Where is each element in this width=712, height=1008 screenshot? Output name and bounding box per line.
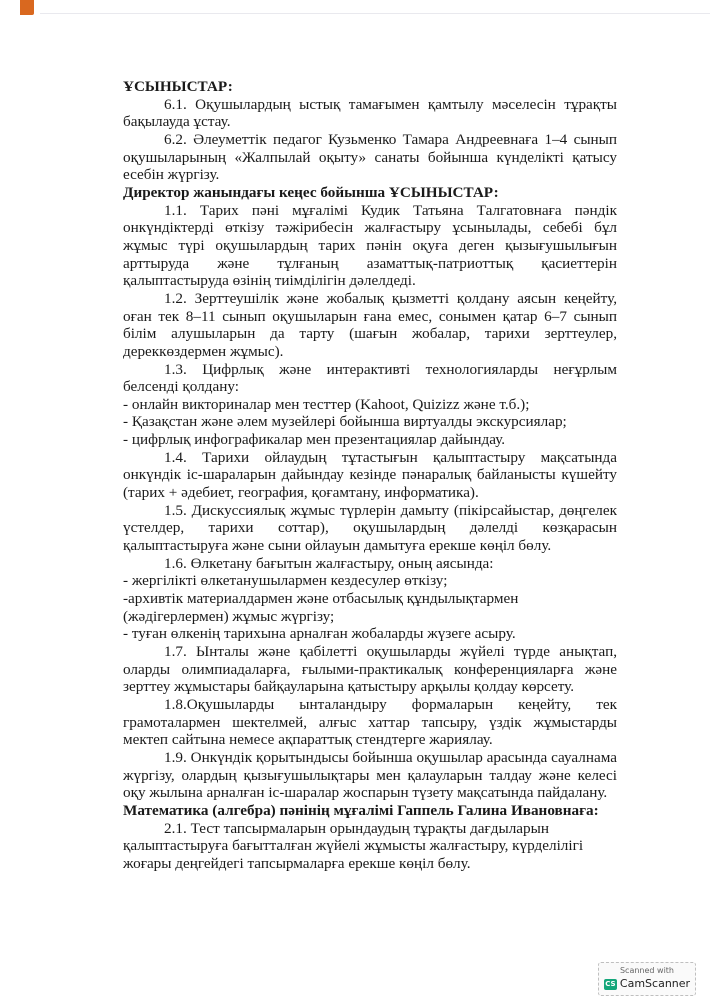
- paragraph-1-2: 1.2. Зерттеушілік және жобалық қызметті қолдану аясын кеңейту, оған тек 8–11 сынып оқушыларын ғана емес, сонымен қатар 6–7 сынып білім алушыларын да тарту (шағын жобалар, тарихи зерттеулер, дереккөздермен жұмыс).: [123, 289, 617, 360]
- list-item: - цифрлық инфографикалар мен презентациялар дайындау.: [123, 431, 506, 449]
- list-item: - туған өлкенің тарихына арналған жобаларды жүзеге асыру.: [123, 625, 516, 643]
- camscanner-watermark: [598, 962, 696, 996]
- list-item: -архивтік материалдармен және отбасылық құндылықтармен (жәдігерлермен) жұмыс жүргізу;: [123, 590, 519, 625]
- section-heading-recommendations: ҰСЫНЫСТАР:: [123, 78, 233, 95]
- paragraph-1-5: 1.5. Дискуссиялық жұмыс түрлерін дамыту (пікірсайыстар, дөңгелек үстелдер, тарихи соттар), оқушылардың дәлелді көзқарасын қалыптастыруға және сыни ойлауын дамытуға ерекше көңіл бөлу.: [123, 501, 617, 555]
- list-item: - онлайн викториналар мен тесттер (Kahoot, Quizizz және т.б.);: [123, 395, 530, 413]
- section-heading-math-teacher: Математика (алгебра) пәнінің мұғалімі Гаппель Галина Ивановнаға:: [123, 801, 599, 819]
- section-heading-director-council: Директор жанындағы кеңес бойынша ҰСЫНЫСТАР:: [123, 183, 499, 201]
- paragraph-1-9: 1.9. Онкүндік қорытындысы бойынша оқушылар арасында сауалнама жүргізу, олардың қызығушылықтары мен қалауларын талдау және келесі оқу жылына арналған іс-шаралар жоспарын түзету мақсатында пайдалану.: [123, 748, 617, 802]
- list-item: - Қазақстан және әлем музейлері бойынша виртуалды экскурсиялар;: [123, 413, 567, 431]
- paragraph-1-4: 1.4. Тарихи ойлаудың тұтастығын қалыптастыру мақсатында онкүндік іс-шараларын дайындау кезінде пәнаралық байланысты күшейту (тарих + әдебиет, география, қоғамтану, информатика).: [123, 448, 617, 502]
- paragraph-2-1: 2.1. Тест тапсырмаларын орындаудың тұрақты дағдыларын қалыптастыруға бағытталған жүйелі жұмысты жалғастыру, күрделілігі жоғары деңгейдегі тапсырмаларға ерекше көңіл бөлу.: [123, 819, 584, 872]
- list-item: - жергілікті өлкетанушылармен кездесулер өткізу;: [123, 572, 448, 590]
- paragraph-1-8: 1.8.Оқушыларды ынталандыру формаларын кеңейту, тек грамоталармен шектелмей, алғыс хаттар тапсыру, үздік жұмыстарды мектеп сайтына немесе ақпараттық стендтерге жариялау.: [123, 695, 617, 749]
- paragraph-6-2: 6.2. Әлеуметтік педагог Кузьменко Тамара Андреевнаға 1–4 сынып оқушыларының «Жалпылай оқыту» санаты бойынша күнделікті қатысу есебін жүргізу.: [123, 130, 617, 184]
- paragraph-1-6: 1.6. Өлкетану бағытын жалғастыру, оның аясында:: [164, 554, 494, 572]
- paragraph-6-1: 6.1. Оқушылардың ыстық тамағымен қамтылу мәселесін тұрақты бақылауда ұстау.: [123, 95, 617, 131]
- camscanner-logo-icon: CS: [605, 979, 616, 988]
- paragraph-1-3: 1.3. Цифрлық және интерактивті технологияларды неғұрлым белсенді қолдану:: [123, 360, 617, 396]
- scan-corner-mark: [20, 0, 34, 15]
- document-page: [123, 78, 617, 873]
- watermark-brand-name: CamScanner: [619, 977, 691, 990]
- paragraph-1-7: 1.7. Ынталы және қабілетті оқушыларды жүйелі түрде анықтап, оларды олимпиадаларға, ғылыми-практикалық конференцияларға және зерттеу жұмыстары байқауларына қатыстыру арқылы қолдау көрсету.: [123, 643, 617, 696]
- scan-edge-line: [40, 13, 710, 14]
- watermark-brand-row: [599, 978, 695, 990]
- paragraph-1-1: 1.1. Тарих пәні мұғалімі Кудик Татьяна Талгатовнаға пәндік онкүндіктерді өткізу тәжірибесін жалғастыру ұсынылады, себебі бұл жұмыс түрі оқушылардың тарих пәнін оқуға деген қызығушылығын арттыруда және тұлғаның азаматтық-патриоттық қасиеттерін қалыптастыруда өзінің тиімділігін дәлелдеді.: [123, 201, 617, 290]
- watermark-caption: Scanned with: [619, 966, 675, 975]
